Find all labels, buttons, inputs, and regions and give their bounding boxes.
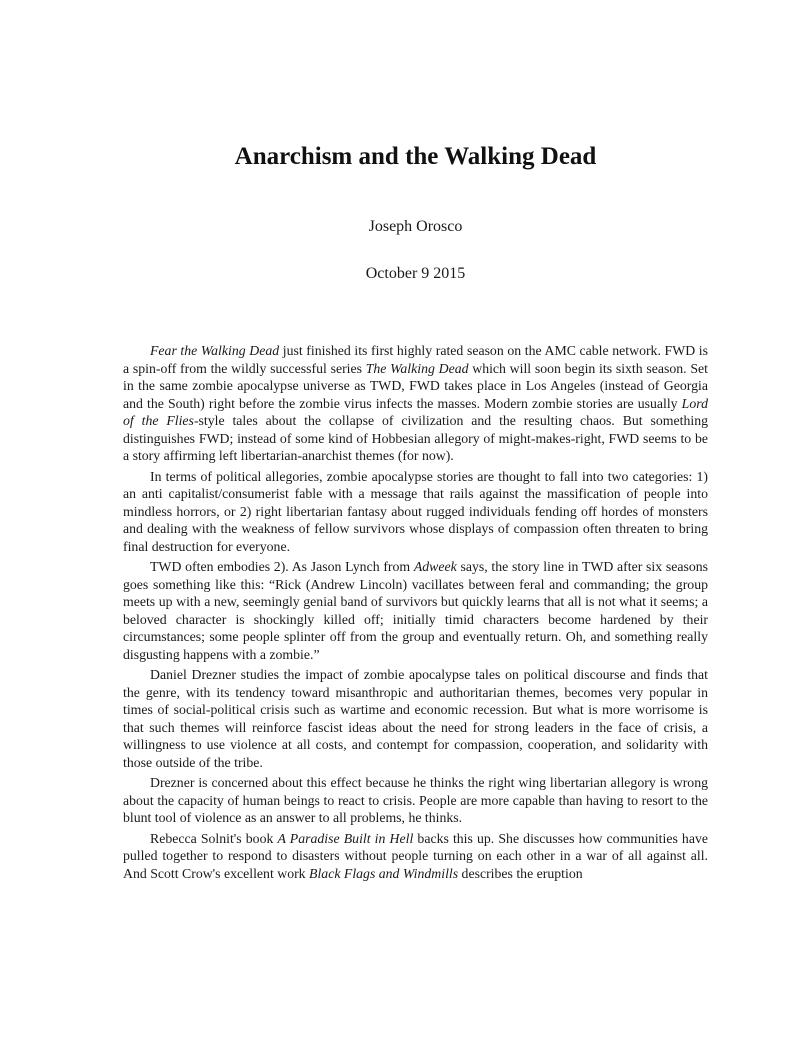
document-title: Anarchism and the Walking Dead [234,143,597,170]
text-segment: just finished its first highly rated season on the AMC cable network. FWD is a spin-off from the wildly successful series [123,343,709,376]
italic-text-segment: Lord of the Flies [123,395,708,428]
document-author: Joseph Orosco [368,218,463,235]
italic-text-segment: Fear the Walking Dead [150,343,280,358]
paragraph [123,468,708,556]
italic-text-segment: The Walking Dead [365,360,469,376]
paragraph [123,830,708,883]
italic-text-segment: Adweek [413,559,457,574]
text-segment: Drezner is concerned about this effect because he thinks the right wing libertarian allegory is wrong about the capacity of human beings to react to crisis. People are more capable than having to resort to the blunt tool of violence as an answer to all problems, he thinks. [123,775,708,825]
text-segment: -style tales about the collapse of civilization and the resulting chaos. But something distinguishes FWD; instead of some kind of Hobbesian allegory of might-makes-right, FWD seems to be a story affirming left libertarian-anarchist themes (for now). [123,413,709,463]
paragraph [123,774,708,827]
paragraph [123,342,708,465]
text-segment: Daniel Drezner studies the impact of zombie apocalypse tales on political discourse and finds that the genre, with its tendency toward misanthropic and authoritarian themes, becomes very popular in times of social-political crisis such as wartime and economic recession. But what is more worrisome is that such themes will reinforce fascist ideas about the need for strong leaders in the face of crisis, a willingness to use violence at all costs, and contempt for compassion, cooperation, and solidarity with those outside of the tribe. [123,667,708,770]
text-segment: Rebecca Solnit's book [150,830,278,846]
document-page [123,0,708,1064]
paragraph [123,666,708,771]
paragraph [123,558,708,663]
text-segment: In terms of political allegories, zombie apocalypse stories are thought to fall into two categories: 1) an anti capitalist/consumerist fable with a message that rails against the massification of people into mindless horrors, or 2) right libertarian fantasy about rugged individuals fending off hordes of monsters and dealing with the weakness of fellow survivors whose displays of compassion often threaten to bring final destruction for everyone. [123,468,708,554]
document-body [123,342,708,882]
text-segment: describes the eruption [458,865,583,881]
text-segment: which will soon begin its sixth season. Set in the same zombie apocalypse universe as TWD, FWD takes place in Los Angeles (instead of Georgia and the South) right before the zombie virus infects the masses. Modern zombie stories are usually [123,360,708,411]
text-segment: backs this up. She discusses how communities have pulled together to respond to disasters without people turning on each other in a war of all against all. And Scott Crow's excellent work [123,830,708,881]
text-segment: TWD often embodies 2). As Jason Lynch from [150,559,414,574]
italic-text-segment: A Paradise Built in Hell [277,830,414,846]
document-date: October 9 2015 [365,265,466,282]
text-segment: says, the story line in TWD after six seasons goes something like this: “Rick (Andrew Lincoln) vacillates between feral and commanding; the group meets up with a new, seemingly genial band of survivors but quickly learns that all is not what it seems; a beloved character is shockingly killed off; initially timid characters become hardened by their circumstances; some people splinter off from the group and eventually return. Oh, and something really disgusting happens with a zombie.” [123,559,708,662]
italic-text-segment: Black Flags and Windmills [309,865,459,881]
